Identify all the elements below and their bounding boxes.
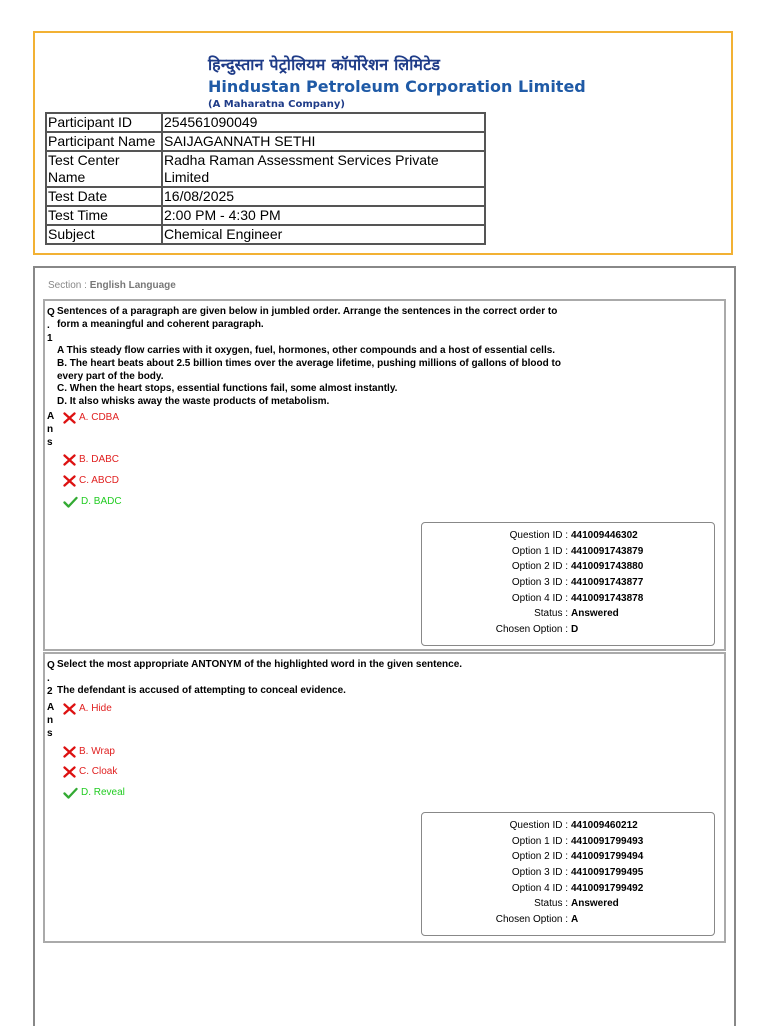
participant-name-label: Participant Name — [46, 132, 162, 151]
meta-label: Option 2 ID : — [511, 561, 568, 573]
meta-label: Question ID : — [509, 820, 568, 831]
option-a — [63, 411, 119, 424]
meta-value: 4410091799492 — [571, 882, 644, 894]
question-line: Sentences of a paragraph are given below in jumbled order. Arrange the sentences in the correct order to — [57, 306, 558, 317]
meta-row — [422, 849, 714, 865]
table-row — [46, 151, 485, 187]
option-c — [63, 474, 119, 487]
subject-value: Chemical Engineer — [162, 225, 485, 244]
option-d — [63, 786, 125, 799]
meta-row — [422, 865, 714, 881]
question-line: D. It also whisks away the waste products of metabolism. — [57, 396, 330, 408]
meta-value: 4410091743880 — [571, 561, 644, 573]
meta-row — [422, 591, 714, 607]
meta-label: Chosen Option : — [495, 624, 568, 636]
cross-icon — [63, 412, 76, 424]
question-line — [57, 672, 597, 685]
question-meta-panel — [421, 812, 715, 936]
question-line: A This steady flow carries with it oxygen, fuel, hormones, other compounds and a host of essential cells. — [57, 344, 556, 356]
meta-value: 4410091799495 — [571, 867, 644, 879]
header-box — [33, 31, 733, 255]
option-c — [63, 765, 117, 778]
option-text: B. DABC — [79, 454, 120, 465]
meta-row — [422, 834, 714, 850]
meta-value: 441009446302 — [571, 530, 638, 541]
option-a — [63, 702, 112, 715]
meta-value: 4410091799493 — [571, 835, 644, 847]
question-line: C. When the heart stops, essential functions fail, some almost instantly. — [57, 383, 398, 395]
question-block-1 — [43, 299, 726, 651]
question-text — [57, 659, 597, 698]
answer-label: A n s — [47, 702, 55, 739]
section-prefix: Section : — [48, 280, 87, 291]
table-row — [46, 206, 485, 225]
check-icon — [63, 496, 78, 508]
option-text: A. Hide — [79, 703, 112, 714]
option-text: D. Reveal — [81, 787, 125, 798]
option-text: C. Cloak — [79, 766, 118, 777]
question-line: B. The heart beats about 2.5 billion times over the average lifetime, pushing millions of gallons of blood to — [57, 357, 561, 369]
cross-icon — [63, 475, 76, 487]
cross-icon — [63, 454, 76, 466]
meta-label: Status : — [534, 898, 568, 910]
question-line: Select the most appropriate ANTONYM of the highlighted word in the given sentence. — [57, 659, 463, 670]
option-b — [63, 453, 119, 466]
question-line: every part of the body. — [57, 370, 164, 382]
meta-row — [422, 818, 714, 834]
meta-row — [422, 544, 714, 560]
test-center-value: Radha Raman Assessment Services Private Limited — [162, 151, 485, 187]
company-name-hindi: हिन्दुस्तान पेट्रोलियम कॉर्पोरेशन लिमिटेड — [208, 55, 441, 74]
meta-row — [422, 575, 714, 591]
response-sheet — [33, 266, 736, 1026]
table-row — [46, 132, 485, 151]
meta-value: 4410091743879 — [571, 545, 644, 557]
question-text — [57, 306, 597, 409]
meta-value: 4410091743878 — [571, 592, 644, 604]
table-row — [46, 187, 485, 206]
question-line: The defendant is accused of attempting to conceal evidence. — [57, 684, 346, 696]
meta-row — [422, 912, 714, 928]
question-number: Q . 2 — [47, 660, 55, 697]
meta-value: A — [571, 914, 579, 926]
meta-label: Option 1 ID : — [511, 545, 568, 557]
participant-name-value: SAIJAGANNATH SETHI — [162, 132, 485, 151]
cross-icon — [63, 703, 76, 715]
participant-id-value: 254561090049 — [162, 113, 485, 132]
test-date-label: Test Date — [46, 187, 162, 206]
meta-label: Option 3 ID : — [511, 577, 568, 589]
meta-value: 4410091799494 — [571, 851, 644, 863]
meta-value: D — [571, 624, 579, 636]
meta-label: Option 4 ID : — [511, 882, 568, 894]
meta-row — [422, 559, 714, 575]
check-icon — [63, 787, 78, 799]
option-text: A. CDBA — [79, 412, 120, 423]
meta-label: Option 2 ID : — [511, 851, 568, 863]
meta-label: Question ID : — [509, 530, 568, 541]
meta-label: Status : — [534, 608, 568, 620]
question-block-2 — [43, 652, 726, 943]
meta-label: Option 4 ID : — [511, 592, 568, 604]
option-text: D. BADC — [81, 496, 122, 507]
meta-row — [422, 881, 714, 897]
option-text: B. Wrap — [79, 746, 115, 757]
test-time-value: 2:00 PM - 4:30 PM — [162, 206, 485, 225]
section-label — [48, 280, 176, 291]
meta-value: Answered — [571, 608, 619, 620]
option-d — [63, 495, 122, 508]
question-line — [57, 332, 597, 345]
company-logo — [208, 53, 586, 110]
participant-id-label: Participant ID — [46, 113, 162, 132]
answer-label: A n s — [47, 411, 55, 448]
test-date-value: 16/08/2025 — [162, 187, 485, 206]
meta-label: Option 3 ID : — [511, 867, 568, 879]
section-name: English Language — [89, 280, 176, 291]
participant-info-table — [45, 112, 486, 245]
meta-label: Chosen Option : — [495, 914, 568, 926]
meta-label: Option 1 ID : — [511, 835, 568, 847]
test-center-label: Test Center Name — [46, 151, 162, 187]
meta-row — [422, 528, 714, 544]
cross-icon — [63, 746, 76, 758]
question-meta-panel — [421, 522, 715, 646]
meta-row — [422, 606, 714, 622]
meta-row — [422, 896, 714, 912]
company-name-english: Hindustan Petroleum Corporation Limited — [208, 77, 586, 96]
meta-value: 441009460212 — [571, 820, 638, 831]
option-text: C. ABCD — [79, 475, 120, 486]
company-tagline: (A Maharatna Company) — [208, 99, 345, 110]
table-row — [46, 113, 485, 132]
meta-value: Answered — [571, 898, 619, 910]
meta-value: 4410091743877 — [571, 577, 644, 589]
option-b — [63, 745, 115, 758]
subject-label: Subject — [46, 225, 162, 244]
meta-row — [422, 622, 714, 638]
test-time-label: Test Time — [46, 206, 162, 225]
table-row — [46, 225, 485, 244]
cross-icon — [63, 766, 76, 778]
question-number: Q . 1 — [47, 307, 55, 344]
question-line: form a meaningful and coherent paragraph. — [57, 318, 264, 330]
